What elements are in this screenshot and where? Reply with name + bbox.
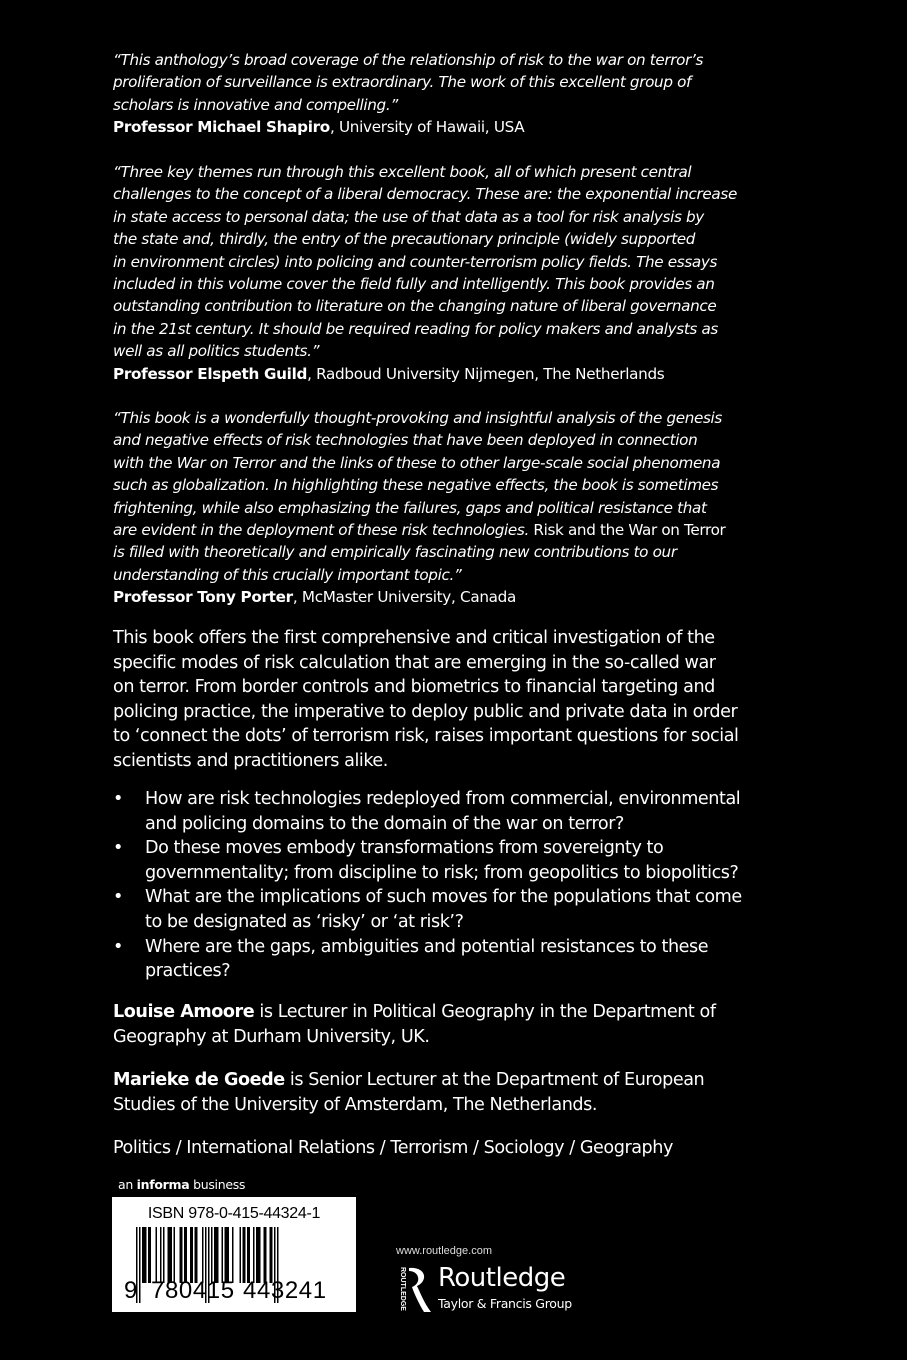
endorser-attribution xyxy=(113,116,813,138)
quote-line: “Three key themes run through this excellent book, all of which present central xyxy=(113,163,692,181)
description-line: on terror. From border controls and biometrics to financial targeting and xyxy=(113,677,715,698)
barcode-bar xyxy=(195,1227,197,1283)
barcode-bar xyxy=(244,1227,246,1283)
barcode-bar xyxy=(247,1227,249,1283)
list-item xyxy=(113,935,813,984)
quote-line: “This book is a wonderfully thought-provoking and insightful analysis of the genesis xyxy=(113,409,722,427)
barcode-bar xyxy=(232,1227,234,1283)
list-item-line: governmentality; from discipline to risk; from geopolitics to biopolitics? xyxy=(145,862,739,883)
endorsement-guild xyxy=(113,161,813,385)
isbn-barcode xyxy=(112,1197,356,1312)
question-list xyxy=(113,787,813,984)
barcode-bar xyxy=(249,1227,251,1283)
barcode-digits-right: 443241 xyxy=(243,1277,327,1304)
description-line: scientists and practitioners alike. xyxy=(113,750,388,771)
bio-text: is Lecturer in Political Geography in the Department of xyxy=(254,1002,716,1022)
barcode-bar xyxy=(186,1227,188,1283)
barcode-bar xyxy=(211,1227,213,1283)
barcode-bar xyxy=(163,1227,165,1283)
barcode-bar xyxy=(148,1227,150,1283)
barcode-bar xyxy=(142,1227,144,1283)
barcode-bar xyxy=(217,1227,219,1283)
barcode-bar xyxy=(226,1227,228,1283)
barcode-bar xyxy=(259,1227,261,1283)
list-item-line: to be designated as ‘risky’ or ‘at risk’? xyxy=(145,911,464,932)
list-item xyxy=(113,885,813,934)
bullet-icon: • xyxy=(113,789,124,809)
barcode-bar xyxy=(145,1227,147,1283)
logo-vertical-text: ROUTLEDGE xyxy=(399,1267,406,1311)
quote-line: frightening, while also emphasizing the failures, gaps and political resistance that xyxy=(113,498,707,517)
book-description xyxy=(113,626,813,774)
bullet-icon: • xyxy=(113,936,124,957)
endorser-affiliation: , Radboud University Nijmegen, The Netherlands xyxy=(307,364,665,383)
informa-wordmark: informa xyxy=(136,1177,190,1192)
description-line: policing practice, the imperative to deploy public and private data in order xyxy=(113,701,738,722)
barcode-bar xyxy=(270,1227,272,1283)
book-title-mention: Risk and the War on Terror xyxy=(533,521,726,540)
barcode-bar xyxy=(216,1227,218,1283)
quote-line: “This anthology’s broad coverage of the relationship of risk to the war on terror’s xyxy=(113,51,704,69)
author-name: Louise Amoore xyxy=(113,1002,255,1022)
quote-line: in environment circles) into policing and counter-terrorism policy fields. The essays xyxy=(113,252,718,271)
barcode-bar xyxy=(265,1227,267,1283)
list-item-line: and policing domains to the domain of the war on terror? xyxy=(145,813,624,834)
quote-line: is filled with theoretically and empirically fascinating new contributions to our xyxy=(113,543,677,562)
bullet-icon: • xyxy=(113,887,124,908)
endorser-attribution xyxy=(113,586,813,608)
quote-line: with the War on Terror and the links of these to other large-scale social phenomena xyxy=(113,453,721,472)
list-item-line: What are the implications of such moves for the populations that come xyxy=(145,887,742,908)
quote-line: understanding of this crucially important topic.” xyxy=(113,565,462,584)
barcode-digit-first: 9 xyxy=(124,1277,138,1304)
quote-line: in the 21st century. It should be required reading for policy makers and analysts as xyxy=(113,319,718,338)
quote-line: included in this volume cover the field fully and intelligently. This book provides an xyxy=(113,275,715,294)
barcode-bar xyxy=(256,1227,258,1283)
endorser-name: Professor Michael Shapiro xyxy=(113,118,330,137)
bio-line xyxy=(113,1000,813,1025)
publisher-group: Taylor & Francis Group xyxy=(438,1296,572,1311)
barcode-bar xyxy=(225,1227,227,1283)
barcode-bar xyxy=(240,1227,242,1283)
quote-line: challenges to the concept of a liberal democracy. These are: the exponential increase xyxy=(113,185,737,204)
subject-categories: Politics / International Relations / Terrorism / Sociology / Geography xyxy=(113,1138,673,1158)
barcode-bar xyxy=(243,1227,245,1283)
quote-line: such as globalization. In highlighting these negative effects, the book is sometimes xyxy=(113,476,719,495)
barcode-bar xyxy=(271,1227,273,1283)
author-bio-degoede xyxy=(113,1068,813,1117)
endorser-name: Professor Tony Porter xyxy=(113,588,293,607)
quote-text: are evident in the deployment of these risk technologies. xyxy=(113,521,534,540)
quote-line: in state access to personal data; the use of that data as a tool for risk analysis by xyxy=(113,207,704,226)
barcode-bar xyxy=(222,1227,224,1283)
bio-line: Studies of the University of Amsterdam, The Netherlands. xyxy=(113,1094,597,1115)
barcode-bar xyxy=(258,1227,260,1283)
barcode-bar xyxy=(139,1227,141,1303)
informa-imprint xyxy=(118,1177,245,1192)
barcode-bar xyxy=(192,1227,194,1283)
routledge-logo-icon xyxy=(393,1265,433,1315)
bio-line: Geography at Durham University, UK. xyxy=(113,1026,430,1047)
publisher-url[interactable]: www.routledge.com xyxy=(396,1245,492,1257)
barcode-bar xyxy=(171,1227,173,1283)
barcode-bar xyxy=(264,1227,266,1283)
list-item-line: practices? xyxy=(145,961,231,982)
imprint-text: business xyxy=(189,1177,246,1192)
endorser-name: Professor Elspeth Guild xyxy=(113,364,308,383)
description-line: This book offers the first comprehensive and critical investigation of the xyxy=(113,628,715,648)
barcode-bar xyxy=(181,1227,183,1283)
description-line: specific modes of risk calculation that are emerging in the so-called war xyxy=(113,652,716,673)
barcode-bar xyxy=(214,1227,216,1283)
quote-line: and negative effects of risk technologies that have been deployed in connection xyxy=(113,431,698,450)
barcode-bar xyxy=(150,1227,152,1283)
quote-line: proliferation of surveillance is extraordinary. The work of this excellent group of xyxy=(113,73,692,92)
bio-text: is Senior Lecturer at the Department of European xyxy=(284,1070,705,1090)
author-bio-amoore xyxy=(113,1000,813,1049)
bullet-icon: • xyxy=(113,838,124,859)
barcode-bar xyxy=(160,1227,162,1283)
endorser-affiliation: , University of Hawaii, USA xyxy=(329,118,525,137)
barcode-bar xyxy=(144,1227,146,1283)
endorsement-porter xyxy=(113,407,813,609)
barcode-bar xyxy=(174,1227,176,1283)
isbn-label: ISBN 978-0-415-44324-1 xyxy=(147,1205,321,1222)
list-item-line: How are risk technologies redeployed from commercial, environmental xyxy=(145,789,741,809)
barcode-bar xyxy=(168,1227,170,1283)
endorsement-shapiro xyxy=(113,49,813,139)
bio-line xyxy=(113,1068,813,1093)
barcode-digits-left: 780415 xyxy=(151,1277,235,1304)
publisher-name: Routledge xyxy=(438,1263,566,1293)
quote-line xyxy=(113,519,813,541)
list-item-line: Where are the gaps, ambiguities and potential resistances to these xyxy=(145,936,709,957)
barcode-bar xyxy=(202,1227,204,1283)
barcode-bar xyxy=(184,1227,186,1283)
quote-line: the state and, thirdly, the entry of the precautionary principle (widely supported xyxy=(113,230,696,249)
barcode-bar xyxy=(228,1227,230,1283)
barcode-bar xyxy=(253,1227,255,1283)
endorser-attribution xyxy=(113,363,813,385)
list-item xyxy=(113,787,813,836)
endorser-affiliation: , McMaster University, Canada xyxy=(292,588,517,607)
quote-line: outstanding contribution to literature on the changing nature of liberal governance xyxy=(113,297,717,316)
author-name: Marieke de Goede xyxy=(113,1070,285,1090)
quote-line: well as all politics students.” xyxy=(113,342,320,361)
barcode-bar xyxy=(180,1227,182,1283)
list-item-line: Do these moves embody transformations from sovereignty to xyxy=(145,838,664,859)
quote-line: scholars is innovative and compelling.” xyxy=(113,95,398,114)
barcode-bar xyxy=(196,1227,198,1283)
imprint-text: an xyxy=(118,1177,137,1192)
description-line: to ‘connect the dots’ of terrorism risk, raises important questions for social xyxy=(113,726,739,747)
list-item xyxy=(113,836,813,885)
barcode-bar xyxy=(190,1227,192,1283)
barcode-bar xyxy=(156,1227,158,1283)
barcode-bar xyxy=(169,1227,171,1283)
